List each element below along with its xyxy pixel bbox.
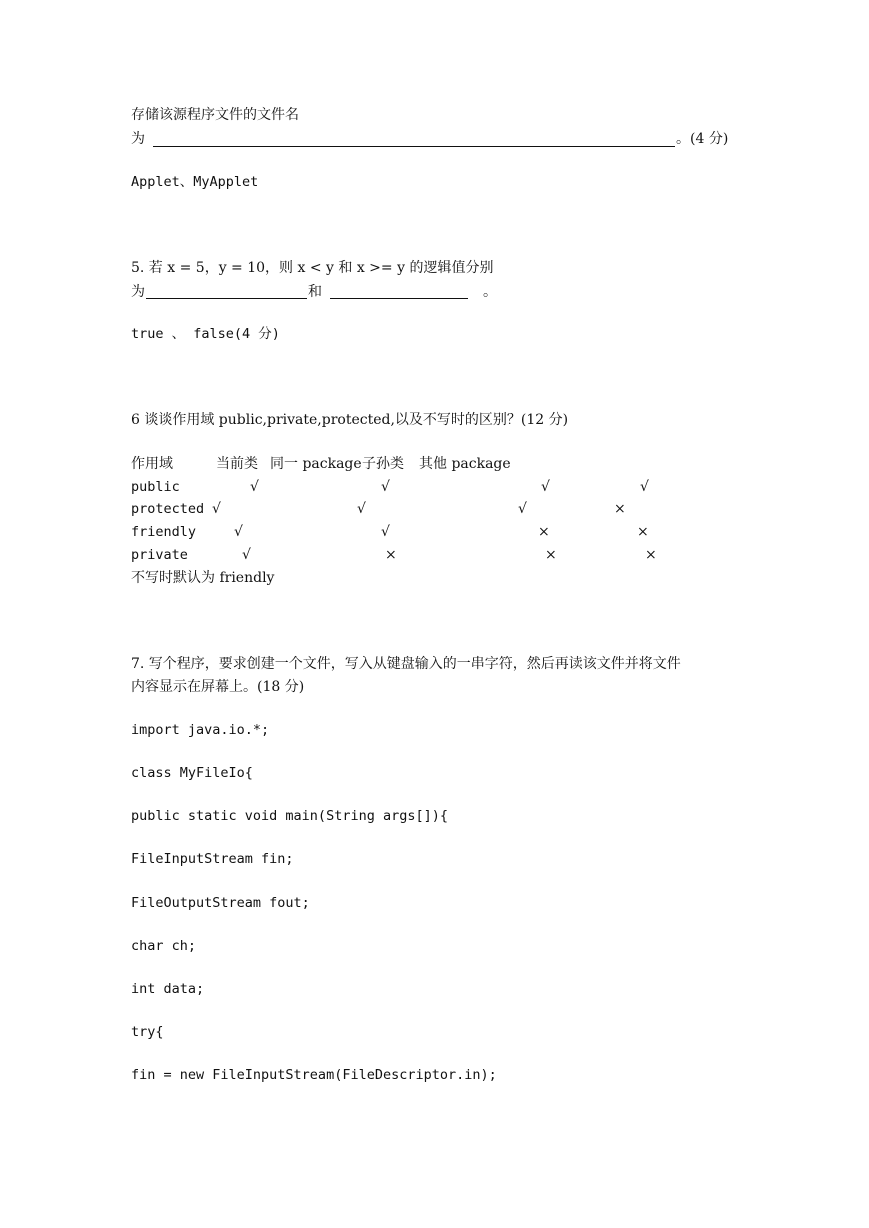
code-line: try{ [131, 1024, 164, 1040]
code-line: char ch; [131, 938, 197, 954]
q5-line2-prefix: 为 [131, 284, 145, 300]
code-line: class MyFileIo{ [131, 765, 253, 781]
q7-line2: 内容显示在屏幕上。(18 分) [131, 679, 305, 695]
table-row-private-other: × [645, 547, 657, 563]
q4-line2-suffix: 。(4 分) [676, 131, 729, 147]
table-row-friendly-other: × [637, 524, 649, 540]
table-row-public-subclass: √ [541, 479, 550, 495]
table-row-private-current: √ [242, 547, 251, 563]
q4-line2-prefix: 为 [131, 131, 145, 147]
code-line: int data; [131, 981, 205, 997]
q7-line1: 7. 写个程序，要求创建一个文件，写入从键盘输入的一串字符，然后再读该文件并将文件 [131, 656, 681, 672]
q6-note: 不写时默认为 friendly [131, 570, 275, 586]
table-header-current-class: 当前类 [216, 456, 258, 472]
table-row-protected-package: √ [357, 501, 366, 517]
table-row-friendly-package: √ [381, 524, 390, 540]
table-row-public-other: √ [640, 479, 649, 495]
q5-blank-2 [330, 298, 468, 299]
q5-blank-1 [146, 298, 307, 299]
table-row-private-name: private [131, 547, 188, 563]
table-row-protected-name: protected [131, 501, 205, 517]
table-row-private-subclass: × [545, 547, 557, 563]
table-row-friendly-current: √ [234, 524, 243, 540]
q5-answer: true 、 false(4 分) [131, 326, 280, 342]
table-header-subclass: 子孙类 [362, 456, 404, 472]
table-row-protected-other: × [614, 501, 626, 517]
q6-question: 6 谈谈作用域 public,private,protected,以及不写时的区别？(12 分) [131, 412, 569, 428]
q4-answer: Applet、MyApplet [131, 174, 259, 190]
table-header-other-package: 其他 package [419, 456, 511, 472]
code-line: import java.io.*; [131, 722, 270, 738]
table-header-scope: 作用域 [131, 456, 173, 472]
q5-line2-suffix: 。 [483, 284, 497, 300]
table-row-friendly-name: friendly [131, 524, 197, 540]
q4-blank [153, 146, 675, 147]
table-row-public-package: √ [381, 479, 390, 495]
code-line: public static void main(String args[]){ [131, 808, 448, 824]
q4-line1: 存储该源程序文件的文件名 [131, 107, 299, 123]
table-row-protected-current: √ [212, 501, 221, 517]
code-line: FileOutputStream fout; [131, 895, 310, 911]
q5-line1: 5. 若 x = 5，y = 10，则 x < y 和 x >= y 的逻辑值分别 [131, 260, 494, 276]
code-line: fin = new FileInputStream(FileDescriptor.in); [131, 1067, 497, 1083]
q5-line2-mid: 和 [308, 284, 322, 300]
table-row-private-package: × [385, 547, 397, 563]
table-row-public-name: public [131, 479, 180, 495]
table-row-protected-subclass: √ [518, 501, 527, 517]
code-line: FileInputStream fin; [131, 851, 294, 867]
table-row-friendly-subclass: × [538, 524, 550, 540]
table-row-public-current: √ [250, 479, 259, 495]
table-header-same-package: 同一 package [270, 456, 362, 472]
